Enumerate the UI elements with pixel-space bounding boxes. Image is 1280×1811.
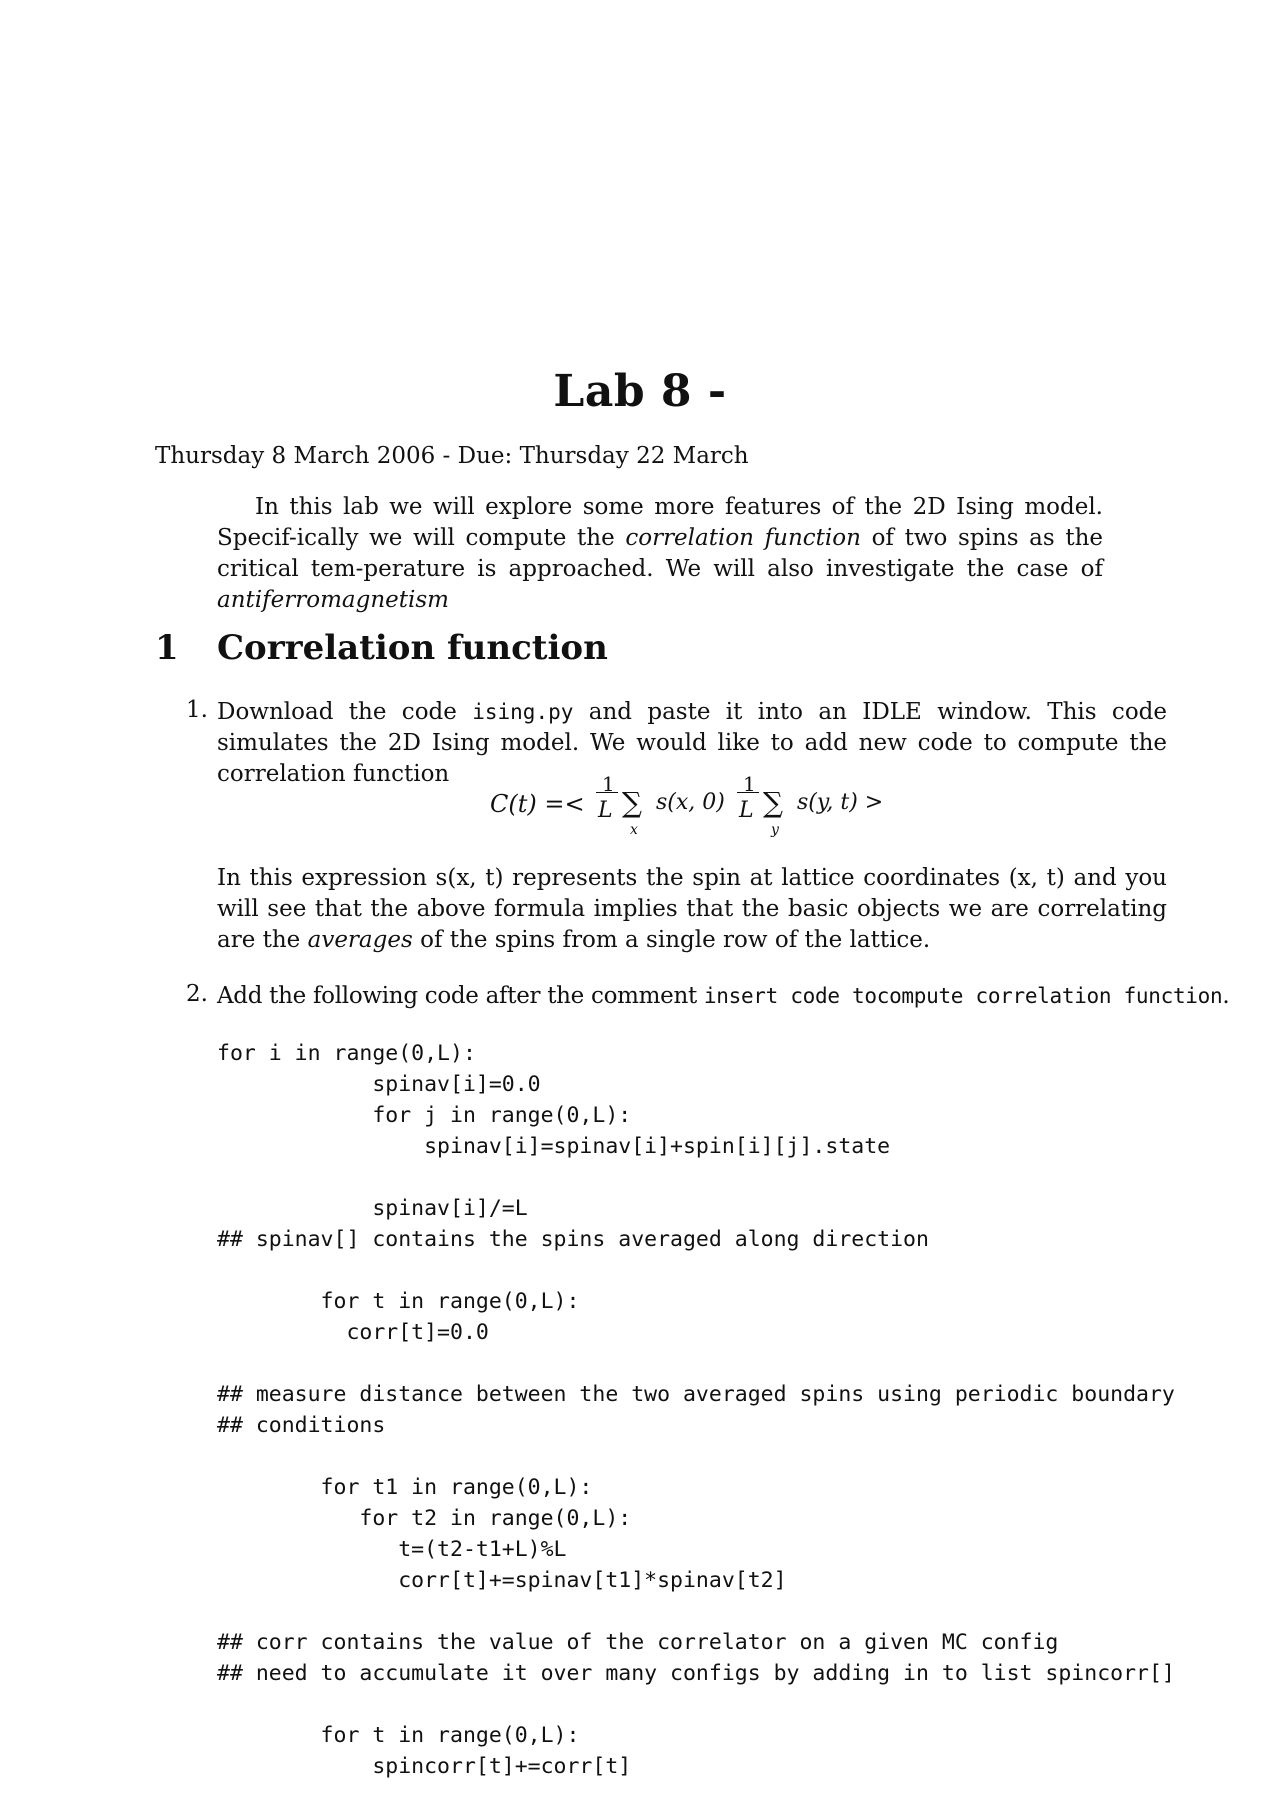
item-1-explanation-emphasis: averages — [307, 927, 413, 953]
abstract-text-1: In this lab we will explore some more features of the 2D Ising model. Specif-ically we will compute the — [217, 494, 1103, 551]
formula-denominator-1: L — [598, 798, 613, 823]
item-1-text-a: Download the code — [217, 699, 473, 725]
correlation-formula — [490, 772, 910, 850]
section-number: 1 — [155, 628, 179, 668]
item-1-text — [217, 697, 1167, 790]
item-1-explanation-a: In this expression s(x, t) represents the spin at lattice coordinates (x, t) and you will see that the above formula implies that the basic objects we are correlating are the — [217, 865, 1167, 953]
page-title: Lab 8 - — [553, 366, 727, 417]
section-title: Correlation function — [217, 628, 608, 668]
item-number-2: 2. — [186, 981, 208, 1007]
abstract-emphasis-2: antiferromagnetism — [217, 587, 449, 613]
item-1-explanation — [217, 863, 1167, 956]
formula-sub-x: x — [630, 822, 638, 838]
formula-numerator-1: 1 — [602, 772, 615, 796]
item-1-code: ising.py — [472, 700, 574, 724]
item-1-text-b: and paste it into an IDLE window. This code simulates the 2D Ising model. We would like to add new code to compute the correlation function — [217, 699, 1167, 787]
item-2-text — [217, 981, 1237, 1012]
formula-lhs: C(t) =< — [490, 790, 585, 818]
formula-sum-2: ∑ — [763, 786, 783, 819]
formula-term-2: s(y, t) > — [797, 790, 884, 815]
formula-numerator-2: 1 — [743, 772, 756, 796]
item-2-text-b: . — [1222, 983, 1230, 1009]
formula-sub-y: y — [771, 822, 779, 838]
formula-denominator-2: L — [739, 798, 754, 823]
formula-sum-1: ∑ — [622, 786, 642, 819]
item-number-1: 1. — [186, 697, 208, 723]
item-1-explanation-b: of the spins from a single row of the lattice. — [412, 927, 931, 953]
item-2-code: insert code tocompute correlation function — [703, 984, 1223, 1008]
formula-term-1: s(x, 0) — [656, 790, 725, 815]
code-block: for i in range(0,L): spinav[i]=0.0 for j in range(0,L): spinav[i]=spinav[i]+spin[i][j].state spinav[i]/=L ## spinav[] contains the spins averaged along direction for t in range(0,L): corr[t]=0.0 ## measure distance between the two averaged spins using periodic boundary ## conditions for t1 in range(0,L): for t2 in range(0,L): t=(t2-t1+L)%L corr[t]+=spinav[t1]*spinav[t2] ## corr contains the value of the correlator on a given MC config ## need to accumulate it over many configs by adding in to list spincorr[] for t in range(0,L): spincorr[t]+=corr[t] — [217, 1041, 1175, 1779]
item-2-text-a: Add the following code after the comment — [217, 983, 704, 1009]
abstract-emphasis-1: correlation function — [625, 525, 861, 551]
date-line: Thursday 8 March 2006 - Due: Thursday 22 March — [155, 443, 749, 469]
abstract-text-2: of two spins as the critical tem-perature is approached. We will also investigate the case of — [217, 525, 1104, 582]
abstract — [217, 492, 1103, 616]
